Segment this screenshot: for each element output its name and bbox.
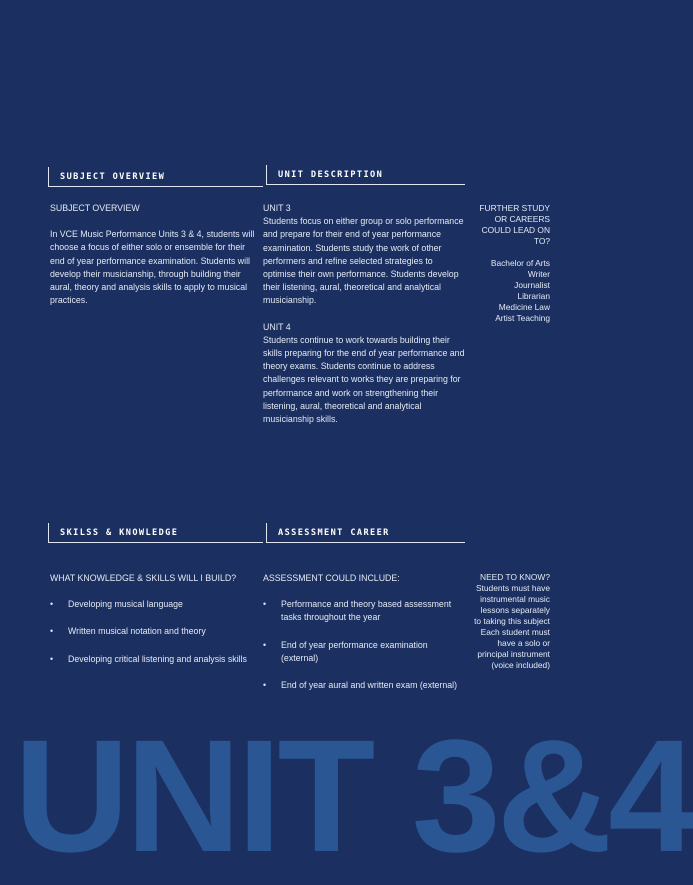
list-item: • Written musical notation and theory [50, 625, 255, 638]
unit4-body: Students continue to work towards building their skills preparing for the end of year performance and theory exams. Students continue to address challenges relevant to works they are preparing for performance and work on strengthening their listening, aural, theoretical and analytical musicianship skills. [263, 334, 465, 425]
unit4-title: UNIT 4 [263, 321, 291, 332]
need-to-know-body: Each student must have a solo or principal instrument (voice included) [477, 627, 550, 670]
section-heading-subject-overview: SUBJECT OVERVIEW [48, 167, 263, 187]
section-heading-assessment-career: ASSESSMENT CAREER [266, 523, 465, 543]
need-to-know-title: NEED TO KNOW? [480, 572, 550, 582]
unit-description-block [263, 202, 465, 426]
section-heading-unit-description: UNIT DESCRIPTION [266, 165, 465, 185]
further-study-block [474, 203, 550, 324]
skills-title: WHAT KNOWLEDGE & SKILLS WILL I BUILD? [50, 573, 237, 583]
list-item: • Developing critical listening and analysis skills [50, 653, 255, 666]
skills-list [50, 598, 255, 666]
subject-overview-title: SUBJECT OVERVIEW [50, 203, 140, 213]
unit3-body: Students focus on either group or solo performance and prepare for their end of year performance examination. Students study the work of other performers and refine selected strategies to optimise their own performance. Students develop their listening, aural, theoretical and analytical musicianship. [263, 216, 464, 306]
need-to-know-body: Students must have instrumental music lessons separately to taking this subject [474, 583, 550, 626]
career-item: Librarian [517, 291, 550, 301]
unit3-title: UNIT 3 [263, 203, 291, 213]
subject-overview-body: In VCE Music Performance Units 3 & 4, students will choose a focus of either solo or ensemble for their end of year performance examination. Students will develop their musicianship, through building their aural, theory and analysis skills to apply to musical practices. [50, 229, 255, 306]
list-item: • Performance and theory based assessment tasks throughout the year [263, 598, 467, 624]
section-heading-skills-knowledge: SKILSS & KNOWLEDGE [48, 523, 263, 543]
assessment-list [263, 598, 467, 692]
assessment-title: ASSESSMENT COULD INCLUDE: [263, 573, 400, 583]
career-item: Artist Teaching [495, 313, 550, 323]
subject-overview-block [50, 202, 255, 307]
further-study-title: FURTHER STUDY OR CAREERS COULD LEAD ON TO? [479, 203, 550, 246]
unit-watermark-title: UNIT 3&4 [14, 706, 693, 885]
list-item: • End of year performance examination (external) [263, 639, 467, 665]
career-item: Journalist [514, 280, 550, 290]
list-item: • End of year aural and written exam (external) [263, 679, 467, 692]
assessment-block [263, 572, 467, 692]
career-item: Writer [527, 269, 550, 279]
career-item: Bachelor of Arts [490, 258, 550, 268]
career-item: Medicine Law [498, 302, 550, 312]
need-to-know-block [474, 572, 550, 671]
list-item: • Developing musical language [50, 598, 255, 611]
skills-block [50, 572, 255, 666]
